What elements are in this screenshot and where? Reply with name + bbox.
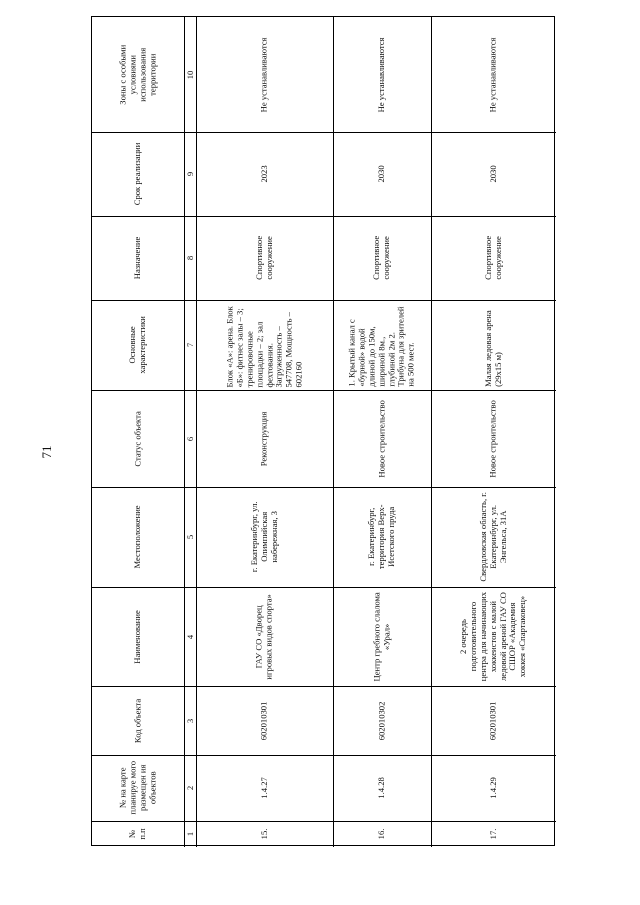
row-15-name-text: ГАУ СО «Дворец игровых видов спорта» <box>253 593 274 680</box>
row-15-characteristics-text: Блок «А»: арена. Блок «Б»: фитнес залы – 3; тренировочные площадки – 2; зал фехтования. Загруженность – 547708, Мощность – 602160 <box>224 305 304 387</box>
column-number-cell-text: 10 <box>185 70 195 79</box>
row-15-map-no <box>196 755 333 821</box>
column-number-cell <box>184 300 196 390</box>
row-17-zones-text: Не устанавливаются <box>487 37 498 112</box>
row-16-purpose-text: Спортивное сооружение <box>371 235 391 281</box>
header-cell-text: Статус объекта <box>132 410 143 467</box>
row-16-location <box>333 487 431 587</box>
row-16-map-no-text: 1.4.28 <box>376 777 387 799</box>
header-cell <box>92 755 184 821</box>
row-15-code-text: 602010301 <box>258 701 269 740</box>
row-16-code-text: 602010302 <box>376 701 387 740</box>
row-16-location-text: г. Екатеринбург, территория Верх-Исетского пруда <box>366 504 396 570</box>
row-15-purpose <box>196 216 333 300</box>
row-17-name-text: 2 очередь подготовительного центра для начинающих хоккеистов с малой ледовой ареной ГАУ СО СШОР «Академия хоккея «Спартаковец» <box>457 591 528 682</box>
objects-table <box>91 16 555 846</box>
row-17-purpose <box>431 216 556 300</box>
header-cell <box>92 132 184 216</box>
row-17-code-text: 602010301 <box>487 701 498 740</box>
row-16-characteristics-text: 1. Крытый канал с «бурной» водой длиной до 150м, шириной 8м., глубиной 2м 2. Трибуна для зрителей на 500 мест. <box>346 306 416 387</box>
header-cell-text: Зоны с особыми условиями использования территории <box>117 44 157 105</box>
row-15-zones-text: Не устанавливаются <box>258 37 269 112</box>
header-cell-text: Срок реализации <box>132 142 143 206</box>
column-number-cell-text: 9 <box>185 171 195 177</box>
row-17-characteristics-text: Малая ледовая арена (29х15 м) <box>482 310 503 387</box>
row-17-status-text: Новое строительство <box>487 399 498 478</box>
row-16-name <box>333 587 431 686</box>
header-cell <box>92 686 184 755</box>
row-17-map-no <box>431 755 556 821</box>
row-16-name-text: Центр гребного слалома «Урал» <box>371 591 391 682</box>
row-17-characteristics <box>431 300 556 390</box>
column-number-cell <box>184 132 196 216</box>
row-16-purpose <box>333 216 431 300</box>
row-15-location <box>196 487 333 587</box>
column-number-cell-text: 7 <box>185 342 195 348</box>
column-number-cell <box>184 390 196 487</box>
header-cell <box>92 300 184 390</box>
row-15-status-text: Реконструкция <box>258 411 269 466</box>
column-number-cell <box>184 587 196 686</box>
row-16-zones <box>333 17 431 132</box>
header-cell-text: Основные характеристики <box>127 316 147 374</box>
column-number-cell <box>184 686 196 755</box>
header-cell-text: Наименование <box>132 609 143 664</box>
column-number-cell <box>184 487 196 587</box>
row-16-characteristics <box>333 300 431 390</box>
row-15-deadline <box>196 132 333 216</box>
column-number-cell-text: 5 <box>185 534 195 540</box>
column-number-cell-text: 4 <box>185 634 195 639</box>
column-number-cell <box>184 216 196 300</box>
header-cell-text: Код объекта <box>132 698 143 743</box>
row-17-location <box>431 487 556 587</box>
header-cell-text: № п.п <box>127 828 147 840</box>
column-number-cell <box>184 821 196 847</box>
header-cell-text: Местоположение <box>132 505 143 569</box>
row-15-deadline-text: 2023 <box>258 165 269 183</box>
row-17-status <box>431 390 556 487</box>
row-17-code <box>431 686 556 755</box>
row-15-purpose-text: Спортивное сооружение <box>253 235 274 281</box>
page-number: 71 <box>39 445 54 459</box>
row-17-purpose-text: Спортивное сооружение <box>482 235 503 281</box>
row-16-status <box>333 390 431 487</box>
row-16-deadline-text: 2030 <box>376 165 387 183</box>
column-number-cell-text: 1 <box>185 831 195 837</box>
row-15-characteristics <box>196 300 333 390</box>
row-17-zones <box>431 17 556 132</box>
row-17-deadline <box>431 132 556 216</box>
header-cell <box>92 487 184 587</box>
row-15-num-text: 15. <box>258 828 269 840</box>
row-17-num-text: 17. <box>487 828 498 840</box>
row-16-status-text: Новое строительство <box>376 399 387 478</box>
row-15-num <box>196 821 333 847</box>
row-15-code <box>196 686 333 755</box>
column-number-cell <box>184 17 196 132</box>
column-number-cell-text: 3 <box>185 718 195 723</box>
column-number-cell-text: 6 <box>185 436 195 441</box>
row-15-zones <box>196 17 333 132</box>
row-16-code <box>333 686 431 755</box>
row-15-map-no-text: 1.4.27 <box>258 777 269 799</box>
row-17-map-no-text: 1.4.29 <box>487 777 498 799</box>
header-cell <box>92 587 184 686</box>
header-cell <box>92 17 184 132</box>
row-17-location-text: Свердловская область, г. Екатеринбург, ул. Энгельса, 31А <box>477 492 508 582</box>
header-cell-text: Назначение <box>132 236 143 280</box>
row-17-num <box>431 821 556 847</box>
row-16-num-text: 16. <box>376 828 387 840</box>
column-number-cell-text: 2 <box>185 785 195 791</box>
row-15-status <box>196 390 333 487</box>
row-17-name <box>431 587 556 686</box>
header-cell <box>92 390 184 487</box>
header-cell <box>92 216 184 300</box>
row-16-deadline <box>333 132 431 216</box>
row-17-deadline-text: 2030 <box>487 165 498 183</box>
row-16-zones-text: Не устанавливаются <box>376 37 387 112</box>
row-16-map-no <box>333 755 431 821</box>
row-16-num <box>333 821 431 847</box>
column-number-cell-text: 8 <box>185 255 195 261</box>
header-cell-text: № на карте планируе мого размещен ия объектов <box>117 761 157 815</box>
row-15-name <box>196 587 333 686</box>
row-15-location-text: г. Екатеринбург, ул. Олимпийская набережная, 3 <box>248 501 279 573</box>
column-number-cell <box>184 755 196 821</box>
header-cell <box>92 821 184 847</box>
